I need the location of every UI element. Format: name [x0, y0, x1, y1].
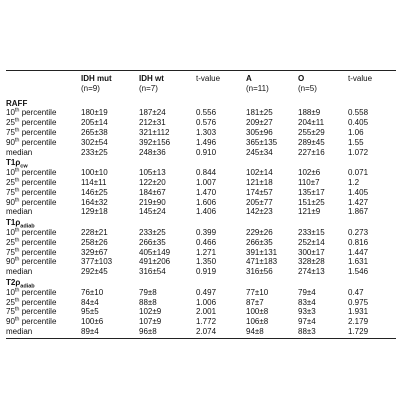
- row-label-superscript: th: [14, 246, 20, 253]
- cell-idh-mut: 84±4: [81, 297, 99, 307]
- header-row: [6, 71, 396, 98]
- cell-idh-wt: 79±8: [139, 287, 157, 297]
- row-label-ordinal: 25: [6, 177, 15, 187]
- row-label-ordinal: median: [6, 326, 33, 336]
- table-row: [6, 108, 396, 118]
- table-row: [6, 327, 396, 337]
- cell-idh-mut: 89±4: [81, 326, 99, 336]
- cell-o: 252±14: [298, 237, 325, 247]
- row-label-ordinal: 75: [6, 187, 15, 197]
- cell-idh-mut: 329±67: [81, 247, 108, 257]
- cell-o: 289±45: [298, 137, 325, 147]
- cell-t2: 1.06: [348, 127, 364, 137]
- cell-idh-mut: 95±5: [81, 307, 99, 317]
- cell-a: 316±56: [246, 267, 273, 277]
- row-label-ordinal: 90: [6, 197, 15, 207]
- cell-t1: 1.006: [196, 297, 217, 307]
- cell-t1: 1.772: [196, 317, 217, 327]
- row-label-suffix: percentile: [19, 317, 57, 327]
- cell-t1: 1.271: [196, 247, 217, 257]
- row-label: [6, 138, 81, 148]
- cell-t1: 1.606: [196, 197, 217, 207]
- row-label-suffix: percentile: [19, 307, 57, 317]
- cell-t1: 0.919: [196, 267, 217, 277]
- header-idh-wt-label: IDH wt: [139, 74, 164, 83]
- cell-t2: 1.631: [348, 257, 369, 267]
- row-label-ordinal: 25: [6, 297, 15, 307]
- row-label: [6, 207, 81, 217]
- row-label-suffix: percentile: [19, 247, 57, 257]
- cell-a: 209±27: [246, 118, 273, 128]
- section-row: [6, 98, 396, 109]
- row-label-superscript: th: [14, 227, 20, 234]
- row-label-superscript: th: [14, 256, 20, 263]
- cell-o: 93±3: [298, 307, 316, 317]
- row-label: [6, 267, 81, 277]
- header-idh-wt: [139, 71, 196, 98]
- cell-t1: 0.466: [196, 237, 217, 247]
- table-row: [6, 118, 396, 128]
- table-row: [6, 168, 396, 178]
- cell-o: 88±3: [298, 326, 316, 336]
- cell-idh-wt: 233±25: [139, 227, 166, 237]
- section-row: [6, 217, 396, 228]
- header-o-n: (n=5): [298, 83, 317, 93]
- row-label-ordinal: 25: [6, 237, 15, 247]
- cell-idh-wt: 212±31: [139, 118, 166, 128]
- row-label-ordinal: median: [6, 267, 33, 277]
- header-o-label: O: [298, 74, 305, 83]
- section-title-subscript: adiab: [20, 283, 35, 290]
- cell-a: 121±18: [246, 177, 273, 187]
- row-label-ordinal: median: [6, 147, 33, 157]
- cell-a: 87±7: [246, 297, 264, 307]
- cell-idh-mut: 129±18: [81, 207, 108, 217]
- cell-idh-mut: 146±25: [81, 187, 108, 197]
- table-row: [6, 178, 396, 188]
- section-title-base: T1ρ: [6, 218, 21, 228]
- row-label-superscript: th: [14, 196, 20, 203]
- row-label-superscript: th: [14, 177, 20, 184]
- row-label-ordinal: 90: [6, 257, 15, 267]
- row-label-suffix: percentile: [19, 257, 57, 267]
- table-row: [6, 307, 396, 317]
- row-label-suffix: percentile: [19, 127, 57, 137]
- cell-o: 255±29: [298, 127, 325, 137]
- cell-a: 77±10: [246, 287, 269, 297]
- row-label-superscript: th: [14, 187, 20, 194]
- row-label-superscript: th: [14, 306, 20, 313]
- cell-t2: 0.273: [348, 227, 369, 237]
- header-a-n: (n=11): [246, 83, 269, 93]
- header-o: [298, 71, 348, 98]
- table-row: [6, 138, 396, 148]
- cell-t1: 0.910: [196, 147, 217, 157]
- cell-t2: 1.2: [348, 177, 360, 187]
- header-a-label: A: [246, 74, 252, 83]
- cell-idh-mut: 100±6: [81, 317, 104, 327]
- cell-a: 181±25: [246, 108, 273, 118]
- section-title-base: T1ρ: [6, 158, 21, 168]
- cell-idh-wt: 102±9: [139, 307, 162, 317]
- row-label-ordinal: 75: [6, 247, 15, 257]
- header-idh-mut-n: (n=9): [81, 83, 100, 93]
- cell-a: 205±77: [246, 197, 273, 207]
- cell-idh-wt: 105±13: [139, 168, 166, 178]
- row-label-suffix: percentile: [19, 168, 57, 178]
- row-label-ordinal: 75: [6, 127, 15, 137]
- row-label: [6, 257, 81, 267]
- cell-idh-mut: 164±32: [81, 197, 108, 207]
- row-label-superscript: th: [14, 107, 20, 114]
- row-label: [6, 317, 81, 327]
- header-idh-mut: [81, 71, 139, 98]
- row-label: [6, 148, 81, 158]
- cell-t2: 1.546: [348, 267, 369, 277]
- row-label-ordinal: 25: [6, 118, 15, 128]
- cell-t2: 1.427: [348, 197, 369, 207]
- header-a: [246, 71, 298, 98]
- row-label-suffix: percentile: [19, 177, 57, 187]
- cell-a: 229±26: [246, 227, 273, 237]
- cell-t2: 0.975: [348, 297, 369, 307]
- cell-idh-mut: 292±45: [81, 267, 108, 277]
- cell-t2: 1.447: [348, 247, 369, 257]
- cell-o: 121±9: [298, 207, 321, 217]
- header-idh-mut-label: IDH mut: [81, 74, 112, 83]
- row-label-ordinal: 10: [6, 227, 15, 237]
- table-row: [6, 317, 396, 327]
- cell-idh-mut: 233±25: [81, 147, 108, 157]
- table-row: [6, 188, 396, 198]
- cell-t2: 0.816: [348, 237, 369, 247]
- table-row: [6, 248, 396, 258]
- cell-idh-wt: 187±24: [139, 108, 166, 118]
- cell-o: 102±6: [298, 168, 321, 178]
- cell-o: 233±15: [298, 227, 325, 237]
- table-row: [6, 267, 396, 277]
- cell-idh-mut: 100±10: [81, 168, 108, 178]
- cell-t2: 1.405: [348, 187, 369, 197]
- table-row: [6, 298, 396, 308]
- cell-t2: 0.558: [348, 108, 369, 118]
- cell-t2: 0.071: [348, 168, 369, 178]
- row-label-superscript: th: [14, 237, 20, 244]
- table-row: [6, 238, 396, 248]
- section-title-subscript: adiab: [20, 223, 35, 230]
- row-label-superscript: th: [14, 287, 20, 294]
- cell-t1: 0.399: [196, 227, 217, 237]
- section-title: [6, 217, 396, 228]
- cell-idh-wt: 316±54: [139, 267, 166, 277]
- cell-o: 300±17: [298, 247, 325, 257]
- cell-idh-mut: 228±21: [81, 227, 108, 237]
- cell-idh-wt: 107±9: [139, 317, 162, 327]
- cell-t1: 0.844: [196, 168, 217, 178]
- cell-o: 151±25: [298, 197, 325, 207]
- table-row: [6, 148, 396, 158]
- row-label-ordinal: 10: [6, 108, 15, 118]
- header-idh-wt-n: (n=7): [139, 83, 158, 93]
- cell-a: 106±8: [246, 317, 269, 327]
- section-title-base: T2ρ: [6, 277, 21, 287]
- row-label-suffix: percentile: [19, 187, 57, 197]
- cell-t1: 1.496: [196, 137, 217, 147]
- cell-idh-wt: 491±206: [139, 257, 171, 267]
- cell-idh-mut: 76±10: [81, 287, 104, 297]
- cell-t1: 2.074: [196, 326, 217, 336]
- row-label-ordinal: 10: [6, 168, 15, 178]
- cell-idh-wt: 122±20: [139, 177, 166, 187]
- cell-t1: 1.406: [196, 207, 217, 217]
- cell-idh-wt: 96±8: [139, 326, 157, 336]
- row-label-suffix: percentile: [19, 227, 57, 237]
- cell-t1: 1.007: [196, 177, 217, 187]
- row-label-superscript: th: [14, 117, 20, 124]
- cell-idh-wt: 88±8: [139, 297, 157, 307]
- cell-t2: 0.47: [348, 287, 364, 297]
- cell-t2: 1.55: [348, 137, 364, 147]
- cell-a: 142±23: [246, 207, 273, 217]
- cell-a: 94±8: [246, 326, 264, 336]
- section-title-base: RAFF: [6, 98, 28, 108]
- cell-t1: 1.350: [196, 257, 217, 267]
- cell-idh-mut: 205±14: [81, 118, 108, 128]
- cell-t1: 2.001: [196, 307, 217, 317]
- cell-o: 135±17: [298, 187, 325, 197]
- results-table: [6, 71, 396, 337]
- cell-t1: 1.303: [196, 127, 217, 137]
- cell-idh-wt: 219±90: [139, 197, 166, 207]
- cell-t2: 2.179: [348, 317, 369, 327]
- cell-idh-wt: 145±24: [139, 207, 166, 217]
- row-label-ordinal: 90: [6, 137, 15, 147]
- row-label-suffix: percentile: [19, 137, 57, 147]
- row-label-ordinal: 90: [6, 317, 15, 327]
- row-label-ordinal: median: [6, 207, 33, 217]
- cell-idh-wt: 405±149: [139, 247, 171, 257]
- header-t-value-1: t-value: [196, 74, 221, 83]
- table-row: [6, 228, 396, 238]
- section-title: [6, 157, 396, 168]
- cell-idh-mut: 377±103: [81, 257, 113, 267]
- cell-idh-wt: 184±67: [139, 187, 166, 197]
- cell-idh-mut: 114±11: [81, 177, 107, 187]
- cell-a: 266±35: [246, 237, 273, 247]
- cell-o: 97±4: [298, 317, 316, 327]
- header-empty-cell: [6, 71, 81, 98]
- table-row: [6, 128, 396, 138]
- cell-o: 328±28: [298, 257, 325, 267]
- cell-a: 245±34: [246, 147, 273, 157]
- cell-a: 102±14: [246, 168, 273, 178]
- cell-t1: 0.576: [196, 118, 217, 128]
- cell-a: 391±131: [246, 247, 278, 257]
- cell-o: 110±7: [298, 177, 320, 187]
- row-label-superscript: th: [14, 316, 20, 323]
- cell-o: 204±11: [298, 118, 325, 128]
- section-row: [6, 157, 396, 168]
- row-label-ordinal: 75: [6, 307, 15, 317]
- cell-idh-wt: 321±112: [139, 127, 170, 137]
- cell-a: 471±183: [246, 257, 278, 267]
- table-row: [6, 198, 396, 208]
- cell-o: 227±16: [298, 147, 325, 157]
- row-label-suffix: percentile: [19, 297, 57, 307]
- cell-t2: 0.405: [348, 118, 369, 128]
- row-label: [6, 327, 81, 337]
- bottom-rule: [6, 338, 396, 339]
- row-label-suffix: percentile: [19, 197, 57, 207]
- row-label-ordinal: 10: [6, 287, 15, 297]
- cell-t1: 1.470: [196, 187, 217, 197]
- cell-idh-wt: 266±35: [139, 237, 166, 247]
- cell-t2: 1.931: [348, 307, 369, 317]
- table-row: [6, 288, 396, 298]
- section-title: [6, 277, 396, 288]
- section-title-subscript: cw: [20, 163, 28, 170]
- cell-o: 79±4: [298, 287, 316, 297]
- cell-idh-mut: 180±19: [81, 108, 108, 118]
- cell-a: 100±8: [246, 307, 269, 317]
- row-label-suffix: percentile: [19, 237, 57, 247]
- cell-a: 365±135: [246, 137, 278, 147]
- row-label-suffix: percentile: [19, 108, 57, 118]
- row-label-superscript: th: [14, 127, 20, 134]
- section-title: [6, 98, 396, 109]
- row-label-suffix: percentile: [19, 287, 57, 297]
- cell-t2: 1.867: [348, 207, 369, 217]
- results-table-container: [6, 70, 396, 339]
- section-row: [6, 277, 396, 288]
- cell-idh-wt: 248±36: [139, 147, 166, 157]
- row-label-suffix: percentile: [19, 118, 57, 128]
- row-label: [6, 198, 81, 208]
- cell-idh-mut: 265±38: [81, 127, 108, 137]
- cell-a: 305±96: [246, 127, 273, 137]
- cell-o: 188±9: [298, 108, 321, 118]
- cell-t1: 0.497: [196, 287, 217, 297]
- cell-a: 174±57: [246, 187, 273, 197]
- cell-idh-mut: 302±54: [81, 137, 108, 147]
- row-label-superscript: th: [14, 167, 20, 174]
- cell-t1: 0.556: [196, 108, 217, 118]
- header-t-value-2: t-value: [348, 74, 373, 83]
- cell-t2: 1.072: [348, 147, 369, 157]
- cell-idh-mut: 258±26: [81, 237, 108, 247]
- results-table-body: [6, 71, 396, 337]
- cell-o: 274±13: [298, 267, 325, 277]
- row-label-superscript: th: [14, 296, 20, 303]
- cell-idh-wt: 392±156: [139, 137, 171, 147]
- row-label-superscript: th: [14, 137, 20, 144]
- table-row: [6, 207, 396, 217]
- cell-o: 83±4: [298, 297, 316, 307]
- table-row: [6, 257, 396, 267]
- cell-t2: 1.729: [348, 326, 369, 336]
